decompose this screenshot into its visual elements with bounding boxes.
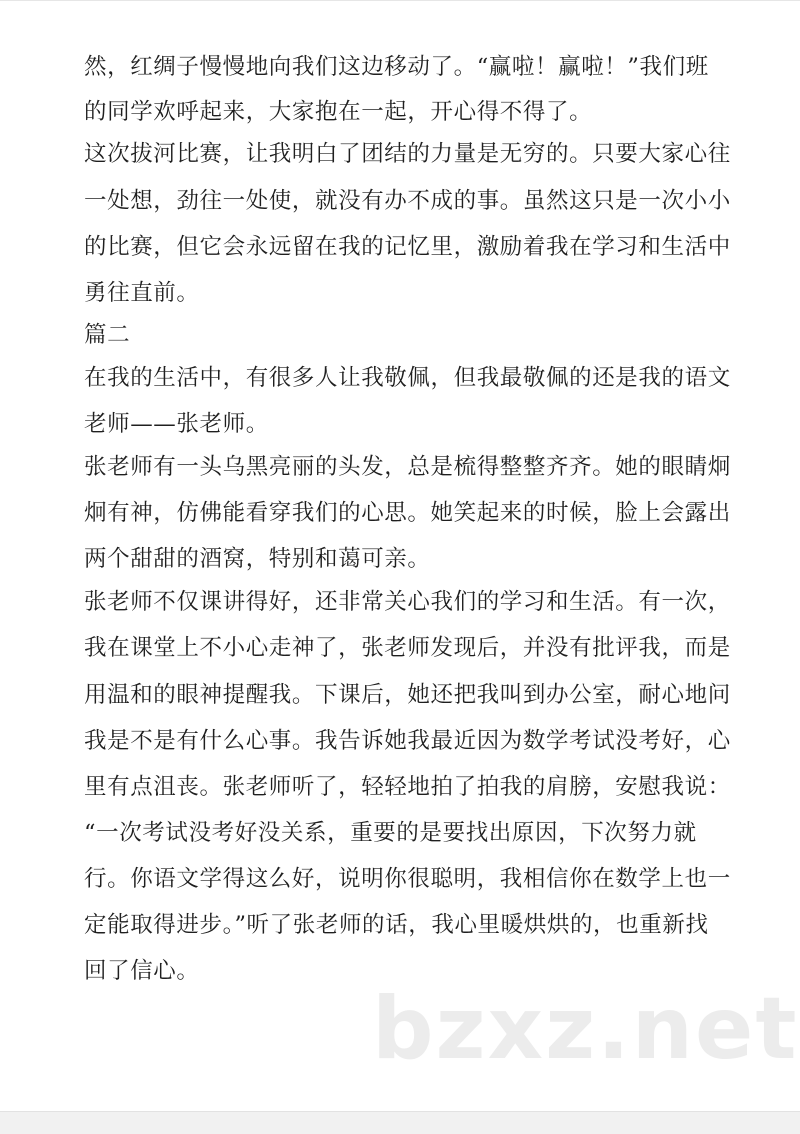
- text-line: 一处想，劲往一处使，就没有办不成的事。虽然这只是一次小小: [84, 188, 731, 214]
- watermark: bzxz.net: [372, 979, 799, 1079]
- text-line: 在我的生活中，有很多人让我敬佩，但我最敬佩的还是我的语文: [84, 365, 731, 391]
- text-line: 定能取得进步。”听了张老师的话，我心里暖烘烘的，也重新找: [84, 912, 709, 938]
- bottom-scroll-area[interactable]: [0, 1111, 800, 1134]
- text-line: 我是不是有什么心事。我告诉她我最近因为数学考试没考好，心: [84, 728, 731, 754]
- text-line: 这次拔河比赛，让我明白了团结的力量是无穷的。只要大家心往: [84, 141, 731, 167]
- text-line: 张老师不仅课讲得好，还非常关心我们的学习和生活。有一次，: [84, 589, 731, 615]
- text-line: “一次考试没考好没关系，重要的是要找出原因，下次努力就: [84, 820, 697, 846]
- text-line: 我在课堂上不小心走神了，张老师发现后，并没有批评我，而是: [84, 635, 731, 661]
- section-heading: 篇二: [84, 322, 131, 348]
- text-line: 的同学欢呼起来，大家抱在一起，开心得不得了。: [84, 99, 593, 125]
- text-line: 勇往直前。: [84, 280, 200, 306]
- text-line: 用温和的眼神提醒我。下课后，她还把我叫到办公室，耐心地问: [84, 682, 731, 708]
- text-line: 回了信心。: [84, 958, 200, 984]
- text-line: 行。你语文学得这么好，说明你很聪明，我相信你在数学上也一: [84, 866, 731, 892]
- text-line: 两个甜甜的酒窝，特别和蔼可亲。: [84, 546, 431, 572]
- text-line: 里有点沮丧。张老师听了，轻轻地拍了拍我的肩膀，安慰我说：: [84, 774, 731, 800]
- text-line: 老师——张老师。: [84, 411, 269, 437]
- text-line: 炯有神，仿佛能看穿我们的心思。她笑起来的时候，脸上会露出: [84, 500, 731, 526]
- text-line: 张老师有一头乌黑亮丽的头发，总是梳得整整齐齐。她的眼睛炯: [84, 454, 731, 480]
- text-line: 的比赛，但它会永远留在我的记忆里，激励着我在学习和生活中: [84, 234, 731, 260]
- text-line: 然，红绸子慢慢地向我们这边移动了。“赢啦！赢啦！”我们班: [84, 54, 709, 80]
